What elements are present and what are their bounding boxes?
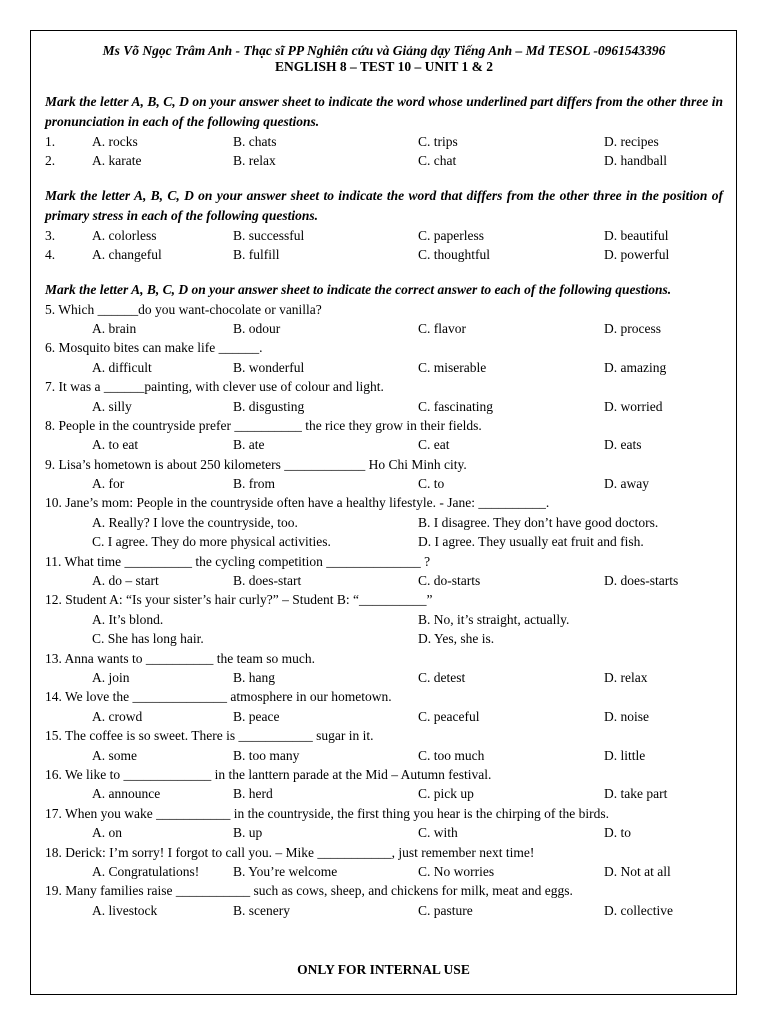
option-d: D. amazing [604, 359, 667, 375]
option-d: D. Not at all [604, 863, 671, 879]
option-d: D. away [604, 476, 649, 492]
option-a: A. Congratulations! [92, 863, 200, 879]
option-b: B. peace [233, 708, 280, 724]
option-c: C. pasture [418, 902, 473, 918]
question-stem: 10. Jane’s mom: People in the countryside often have a healthy lifestyle. - Jane: __________. [45, 495, 550, 511]
option-b: B. too many [233, 747, 300, 763]
options-row [45, 474, 723, 493]
option-d: D. powerful [604, 247, 670, 263]
question-row [45, 226, 723, 245]
option-c: C. fascinating [418, 398, 493, 414]
option-d: D. little [604, 747, 646, 763]
option-b: B. chats [233, 134, 277, 149]
options-row [45, 397, 723, 416]
option-a: A. difficult [92, 359, 152, 375]
option-c: C. miserable [418, 359, 487, 375]
option-a: A. announce [92, 786, 161, 802]
question-stem: 5. Which ______do you want-chocolate or vanilla? [45, 301, 322, 317]
option-d: D. take part [604, 786, 668, 802]
option-c: C. do-starts [418, 573, 481, 589]
question-number: 4. [45, 247, 56, 263]
options-row [45, 784, 723, 803]
option-a: A. crowd [92, 708, 143, 724]
option-a: A. brain [92, 320, 137, 336]
option-a: A. to eat [92, 437, 139, 453]
section3-questions [45, 300, 723, 921]
option-c: C. No worries [418, 863, 495, 879]
options-row [45, 513, 723, 532]
option-d: D. worried [604, 398, 663, 414]
option-c: C. paperless [418, 227, 484, 243]
question-row [45, 151, 723, 170]
option-c: C. trips [418, 134, 458, 149]
option-c: C. eat [418, 437, 450, 453]
options-row [45, 823, 723, 842]
option-d: D. collective [604, 902, 673, 918]
option-b: B. I disagree. They don’t have good doctors. [418, 514, 659, 530]
option-b: B. odour [233, 320, 281, 336]
option-a: A. rocks [92, 134, 138, 149]
question-number: 2. [45, 153, 56, 169]
section2-items [45, 226, 723, 265]
option-c: C. with [418, 825, 458, 841]
option-c: C. I agree. They do more physical activities. [92, 534, 331, 550]
question-stem: 17. When you wake ___________ in the countryside, the first thing you hear is the chirping of the birds. [45, 805, 610, 821]
option-a: A. Really? I love the countryside, too. [92, 514, 298, 530]
option-b: B. scenery [233, 902, 290, 918]
question-stem: 6. Mosquito bites can make life ______. [45, 340, 263, 356]
option-b: B. successful [233, 227, 305, 243]
option-d: D. handball [604, 153, 667, 169]
question-stem: 12. Student A: “Is your sister’s hair curly?” – Student B: “__________” [45, 592, 433, 608]
option-d: D. process [604, 320, 661, 336]
option-b: B. You’re welcome [233, 863, 338, 879]
options-row [45, 668, 723, 687]
option-d: D. noise [604, 708, 649, 724]
option-a: A. changeful [92, 247, 162, 263]
option-a: A. some [92, 747, 137, 763]
footer-note: ONLY FOR INTERNAL USE [297, 962, 470, 977]
author-line: Ms Võ Ngọc Trâm Anh - Thạc sĩ PP Nghiên cứu và Giảng dạy Tiếng Anh – Md TESOL -0961543396 [102, 43, 666, 58]
option-b: B. up [233, 825, 263, 841]
option-b: B. ate [233, 437, 265, 453]
option-d: D. relax [604, 669, 648, 685]
question-stem: 14. We love the ______________ atmosphere in our hometown. [45, 689, 392, 705]
option-c: C. too much [418, 747, 485, 763]
option-b: B. fulfill [233, 247, 280, 263]
question-stem: 13. Anna wants to __________ the team so much. [45, 650, 315, 666]
option-a: A. It’s blond. [92, 611, 164, 627]
option-b: B. hang [233, 669, 275, 685]
question-stem: 16. We like to _____________ in the lanttern parade at the Mid – Autumn festival. [45, 766, 492, 782]
question-stem: 7. It was a ______painting, with clever use of colour and light. [45, 379, 384, 395]
option-d: D. eats [604, 437, 642, 453]
option-c: C. chat [418, 153, 457, 169]
options-row [45, 746, 723, 765]
options-row [45, 707, 723, 726]
option-b: B. No, it’s straight, actually. [418, 611, 570, 627]
test-title: ENGLISH 8 – TEST 10 – UNIT 1 & 2 [275, 59, 493, 74]
section2-instruction: Mark the letter A, B, C, D on your answer sheet to indicate the word that differs from the other three in the position of primary stress in each of the following questions. [45, 187, 723, 223]
question-row [45, 132, 723, 151]
question-stem: 9. Lisa’s hometown is about 250 kilometers ____________ Ho Chi Minh city. [45, 456, 467, 472]
question-stem: 15. The coffee is so sweet. There is ___________ sugar in it. [45, 728, 374, 744]
option-d: D. to [604, 825, 631, 841]
option-c: C. flavor [418, 320, 466, 336]
question-stem: 11. What time __________ the cycling competition ______________ ? [45, 553, 431, 569]
question-stem: 8. People in the countryside prefer __________ the rice they grow in their fields. [45, 417, 482, 433]
option-a: A. livestock [92, 902, 158, 918]
option-c: C. thoughtful [418, 247, 491, 263]
option-c: C. pick up [418, 786, 474, 802]
option-b: B. from [233, 476, 275, 492]
options-row [45, 610, 723, 629]
option-a: A. on [92, 825, 122, 841]
option-a: A. do – start [92, 573, 159, 589]
option-b: B. does-start [233, 573, 302, 589]
option-d: D. beautiful [604, 227, 669, 243]
test-content [45, 42, 723, 920]
options-row [45, 629, 723, 648]
question-stem: 18. Derick: I’m sorry! I forgot to call you. – Mike ___________, just remember next time! [45, 844, 535, 860]
options-row [45, 532, 723, 551]
option-c: C. peaceful [418, 708, 480, 724]
option-a: A. for [92, 476, 125, 492]
option-d: D. Yes, she is. [418, 631, 495, 647]
option-a: A. karate [92, 153, 142, 169]
option-b: B. disgusting [233, 398, 305, 414]
question-number: 3. [45, 227, 56, 243]
section3-instruction: Mark the letter A, B, C, D on your answer sheet to indicate the correct answer to each of the following questions. [45, 281, 672, 297]
section1-items [45, 132, 723, 171]
option-b: B. wonderful [233, 359, 305, 375]
option-c: C. to [418, 476, 445, 492]
options-row [45, 571, 723, 590]
options-row [45, 435, 723, 454]
option-d: D. I agree. They usually eat fruit and fish. [418, 534, 644, 550]
options-row [45, 319, 723, 338]
option-d: D. recipes [604, 134, 659, 149]
question-row [45, 245, 723, 264]
option-c: C. She has long hair. [92, 631, 204, 647]
options-row [45, 862, 723, 881]
option-b: B. herd [233, 786, 273, 802]
option-a: A. silly [92, 398, 132, 414]
question-number: 1. [45, 134, 56, 149]
option-a: A. join [92, 669, 130, 685]
option-c: C. detest [418, 669, 466, 685]
section1-instruction: Mark the letter A, B, C, D on your answer sheet to indicate the word whose underlined part differs from the other three in pronunciation in each of the following questions. [45, 94, 723, 129]
option-d: D. does-starts [604, 573, 679, 589]
options-row [45, 358, 723, 377]
option-a: A. colorless [92, 227, 157, 243]
options-row [45, 901, 723, 920]
question-stem: 19. Many families raise ___________ such as cows, sheep, and chickens for milk, meat and eggs. [45, 883, 573, 899]
option-b: B. relax [233, 153, 276, 169]
